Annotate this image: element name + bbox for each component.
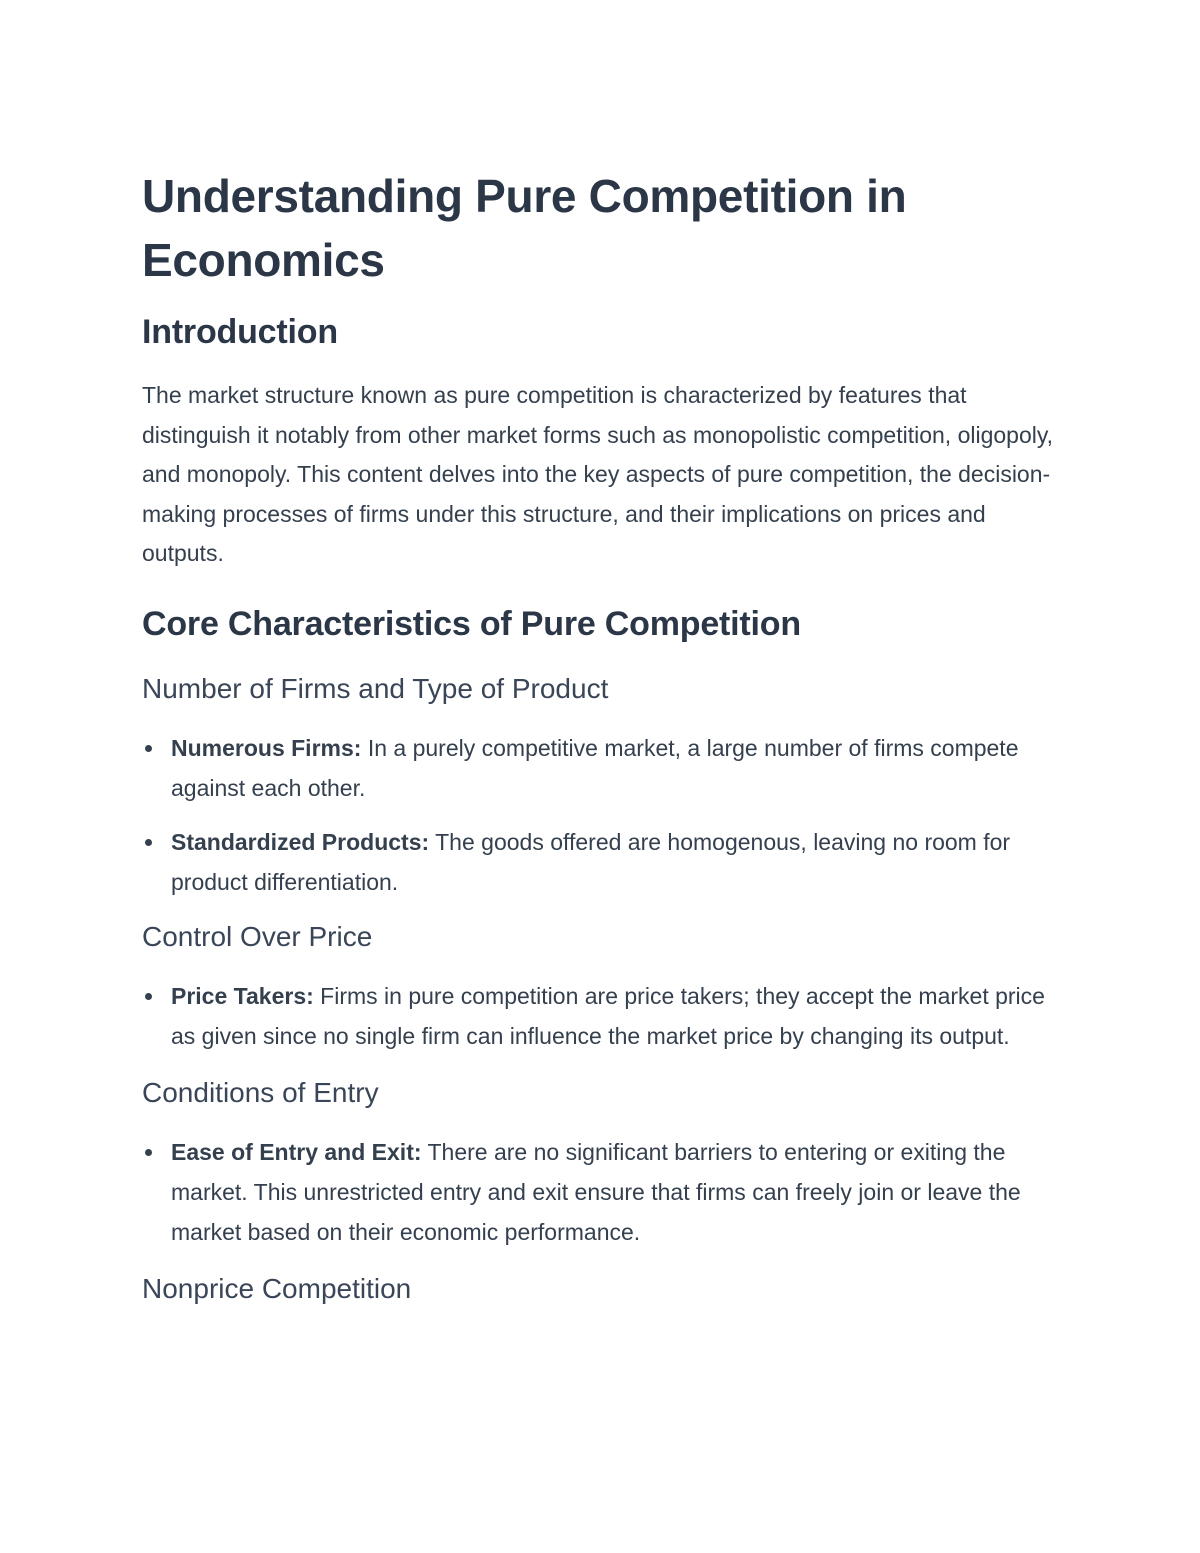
bullet-icon bbox=[145, 993, 152, 1000]
list-item bbox=[142, 976, 1062, 1056]
bullet-icon bbox=[145, 839, 152, 846]
list-item bbox=[142, 822, 1062, 902]
bullet-list-firms bbox=[142, 728, 1062, 902]
list-item-term: Numerous Firms: bbox=[171, 734, 362, 761]
bullet-icon bbox=[145, 745, 152, 752]
list-item-text: There are no significant barriers to entering or exiting the market. This unrestricted entry and exit ensure that firms can freely join or leave the market based on their economic performance. bbox=[171, 1138, 1021, 1245]
introduction-heading: Introduction bbox=[142, 313, 338, 351]
list-item bbox=[142, 1132, 1062, 1252]
list-item-text: Firms in pure competition are price takers; they accept the market price as given since no single firm can influence the market price by changing its output. bbox=[171, 982, 1045, 1049]
document-title: Understanding Pure Competition in Economics bbox=[142, 170, 907, 286]
introduction-paragraph: The market structure known as pure competition is characterized by features that distinguish it notably from other market forms such as monopolistic competition, oligopoly, and monopoly. This content delves into the key aspects of pure competition, the decision-making processes of firms under this structure, and their implications on prices and outputs. bbox=[142, 382, 1054, 566]
list-item bbox=[142, 728, 1062, 808]
bullet-list-price bbox=[142, 976, 1062, 1056]
list-item-term: Price Takers: bbox=[171, 982, 314, 1009]
subheading-conditions-of-entry: Conditions of Entry bbox=[142, 1076, 379, 1108]
subheading-nonprice-competition: Nonprice Competition bbox=[142, 1272, 412, 1304]
list-item-term: Standardized Products: bbox=[171, 828, 430, 855]
list-item-text: In a purely competitive market, a large number of firms compete against each other. bbox=[171, 734, 1019, 801]
core-characteristics-heading: Core Characteristics of Pure Competition bbox=[142, 604, 801, 643]
list-item-term: Ease of Entry and Exit: bbox=[171, 1138, 422, 1165]
bullet-icon bbox=[145, 1149, 152, 1156]
document-page bbox=[142, 164, 1062, 1308]
bullet-list-entry bbox=[142, 1132, 1062, 1252]
list-item-text: The goods offered are homogenous, leaving no room for product differentiation. bbox=[171, 828, 1011, 895]
subheading-control-over-price: Control Over Price bbox=[142, 920, 373, 952]
subheading-number-of-firms: Number of Firms and Type of Product bbox=[142, 672, 609, 704]
